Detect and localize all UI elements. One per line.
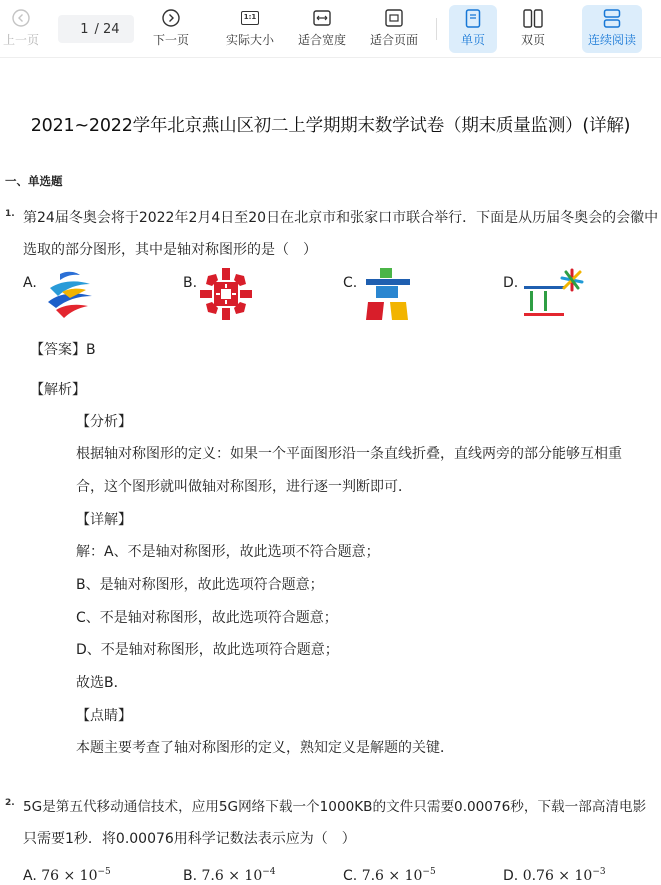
option-label-b: B.	[183, 275, 198, 291]
question-text-line: 第24届冬奥会将于2022年2月4日至20日在北京市和张家口市联合举行．下面是从历届冬奥会的会徽中	[23, 210, 659, 226]
actual-size-label: 实际大小	[225, 33, 274, 47]
option-b: B. $7.6 \times 10^{-4}$	[183, 867, 276, 884]
document-title: 2021~2022学年北京燕山区初二上学期期末数学试卷（期末质量监测）(详解)	[30, 116, 631, 136]
analysis-heading: 【解析】	[30, 382, 86, 398]
pdf-toolbar	[0, 0, 661, 58]
section-heading: 一、单选题	[5, 174, 63, 188]
page-total: / 24	[94, 21, 120, 37]
fit-page-icon	[385, 5, 403, 31]
double-page-icon	[523, 5, 543, 31]
option-d: D. $0.76 \times 10^{-3}$	[503, 867, 606, 884]
option-a: A. $76 \times 10^{-5}$	[23, 867, 111, 884]
single-page-button[interactable]	[449, 5, 497, 53]
option-label-d: D.	[503, 275, 519, 291]
fit-width-button[interactable]	[294, 5, 350, 53]
question-text-line: 5G是第五代移动通信技术，应用5G网络下载一个1000KB的文件只需要0.00076秒，下载一部高清电影	[23, 799, 647, 815]
page-number-input[interactable]	[72, 22, 88, 37]
question-number: 2.	[5, 798, 15, 808]
fit-width-icon	[313, 5, 331, 31]
continuous-read-label: 连续阅读	[587, 33, 636, 47]
detail-line: 解：A、不是轴对称图形，故此选项不符合题意；	[76, 544, 380, 560]
toolbar-divider	[436, 18, 437, 40]
option-c-logo-image	[360, 266, 416, 326]
fit-page-button[interactable]	[366, 5, 422, 53]
detail-line: D、不是轴对称图形，故此选项符合题意；	[76, 642, 339, 658]
double-page-button[interactable]	[510, 5, 556, 53]
prev-page-label: 上一页	[2, 33, 39, 47]
double-page-label: 双页	[520, 33, 545, 47]
option-label-a: A.	[23, 275, 37, 291]
fit-width-label: 适合宽度	[297, 33, 346, 47]
continuous-read-icon	[603, 5, 621, 31]
question-text-line: 选取的部分图形，其中是轴对称图形的是（ ）	[23, 242, 317, 258]
fit-page-label: 适合页面	[369, 33, 418, 47]
detail-line: B、是轴对称图形，故此选项符合题意；	[76, 577, 324, 593]
answer-line: 【答案】B	[30, 342, 96, 358]
fenxi-text-line: 合，这个图形就叫做轴对称图形，进行逐一判断即可．	[76, 479, 412, 495]
page-indicator	[58, 15, 134, 43]
detail-heading: 【详解】	[76, 512, 132, 528]
single-page-label: 单页	[460, 33, 485, 47]
question-text-line: 只需要1秒．将0.00076用科学记数法表示应为（ ）	[23, 831, 356, 847]
next-page-button[interactable]	[148, 5, 194, 53]
actual-size-button[interactable]	[222, 5, 278, 53]
prev-page-button[interactable]	[0, 5, 42, 53]
comment-heading: 【点睛】	[76, 708, 132, 724]
continuous-read-button[interactable]	[582, 5, 642, 53]
detail-line: 故选B．	[76, 675, 128, 691]
question-number: 1.	[5, 209, 15, 219]
actual-size-icon: 1:1	[241, 5, 259, 31]
option-c: C. $7.6 \times 10^{-5}$	[343, 867, 436, 884]
chevron-left-circle-icon	[12, 5, 30, 31]
option-label-c: C.	[343, 275, 358, 291]
next-page-label: 下一页	[152, 33, 189, 47]
chevron-right-circle-icon	[162, 5, 180, 31]
comment-line: 本题主要考查了轴对称图形的定义，熟知定义是解题的关键．	[76, 740, 454, 756]
detail-line: C、不是轴对称图形，故此选项符合题意；	[76, 610, 338, 626]
option-b-logo-image	[198, 266, 254, 326]
fenxi-text-line: 根据轴对称图形的定义：如果一个平面图形沿一条直线折叠，直线两旁的部分能够互相重	[76, 446, 622, 462]
single-page-icon	[465, 5, 481, 31]
fenxi-heading: 【分析】	[76, 414, 132, 430]
option-a-logo-image	[40, 268, 96, 326]
option-d-logo-image	[520, 266, 588, 326]
